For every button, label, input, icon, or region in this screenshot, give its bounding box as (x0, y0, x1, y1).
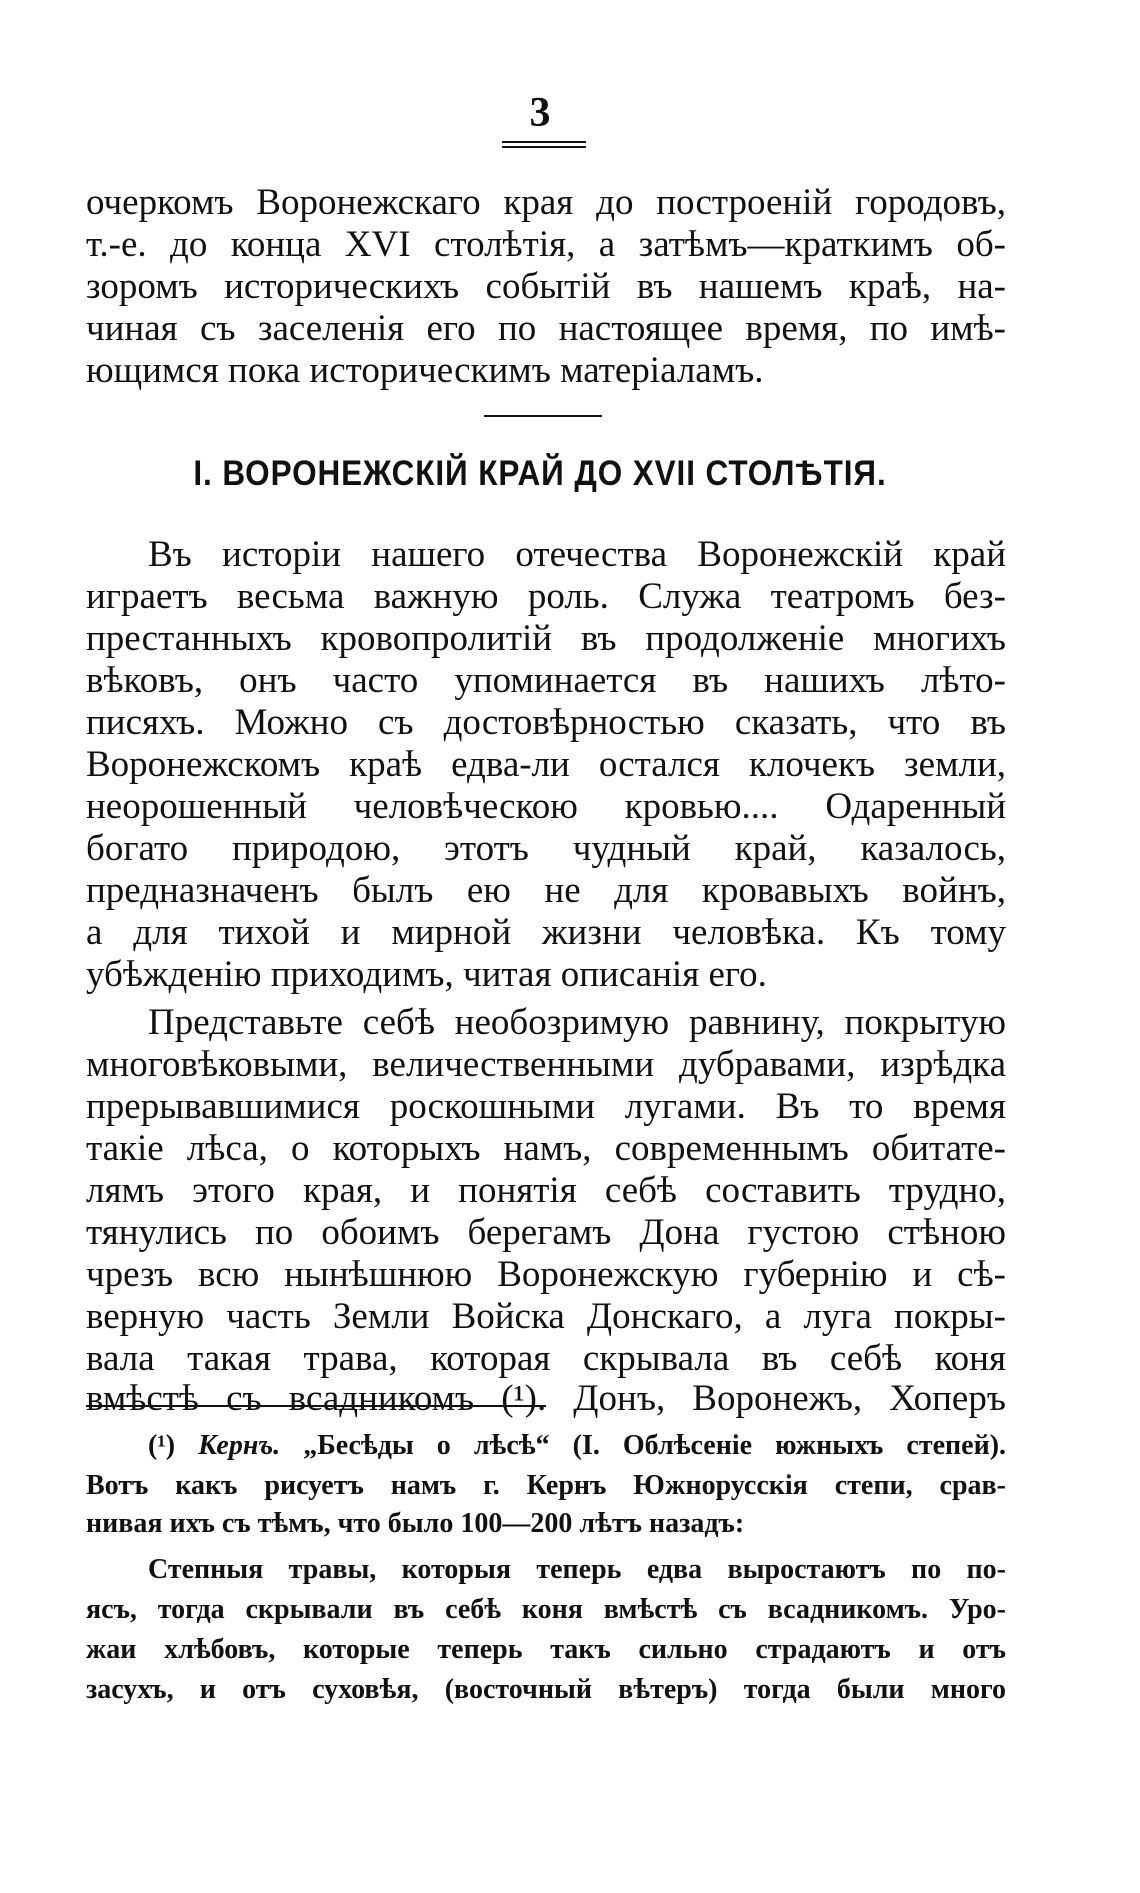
paragraph1-line-4: вѣковъ, онъ часто упоминается въ нашихъ лѣто- (86, 660, 1006, 701)
paragraph2-line-8: верную часть Земли Войска Донскаго, а луга покры- (86, 1296, 1006, 1337)
section-heading: I. ВОРОНЕЖСКІЙ КРАЙ ДО XVII СТОЛѢТІЯ. (193, 454, 887, 493)
intro-line-5: ющимся пока историческимъ матеріаламъ. (86, 350, 764, 391)
footnote-quote-line-4: засухъ, и отъ суховѣя, (восточный вѣтеръ) тогда были много (86, 1674, 1006, 1705)
paragraph2-line-1: Представьте себѣ необозримую равнину, покрытую (148, 1002, 1006, 1043)
paragraph1-line-10: а для тихой и мирной жизни человѣка. Къ тому (86, 912, 1006, 953)
intro-line-2: т.-е. до конца XVI столѣтія, а затѣмъ—краткимъ об- (86, 224, 1006, 265)
section-divider (484, 415, 602, 417)
footnote-marker: (¹) (148, 1430, 176, 1461)
footnote-quote-line-3: жаи хлѣбовъ, которые теперь такъ сильно страдаютъ и отъ (86, 1634, 1006, 1665)
paragraph2-line-7: чрезъ всю нынѣшнюю Воронежскую губернію и сѣ- (86, 1254, 1006, 1295)
paragraph2-line-4: такіе лѣса, о которыхъ намъ, современнымъ обитате- (86, 1128, 1006, 1169)
paragraph1-line-8: богато природою, этотъ чудный край, казалось, (86, 828, 1006, 869)
footnote-source: „Бесѣды о лѣсѣ“ (I. Облѣсеніе южныхъ степей). (303, 1430, 1007, 1461)
footnote-author: Кернъ. (198, 1430, 281, 1461)
intro-line-4: чиная съ заселенія его по настоящее время, по имѣ- (86, 308, 1006, 349)
footnote-line-2: Вотъ какъ рисуетъ намъ г. Кернъ Южнорусскія степи, срав- (86, 1470, 1006, 1501)
paragraph1-line-1: Въ исторіи нашего отечества Воронежскій край (148, 534, 1006, 575)
paragraph1-line-2: играетъ весьма важную роль. Служа театромъ без- (86, 576, 1006, 617)
paragraph2-line-6: тянулись по обоимъ берегамъ Дона густою стѣною (86, 1212, 1006, 1253)
paragraph2-line-3: прерывавшимися роскошными лугами. Въ то время (86, 1086, 1006, 1127)
footnote-line-1 (148, 1432, 1006, 1460)
paragraph1-line-5: писяхъ. Можно съ достовѣрностью сказать, что въ (86, 702, 1006, 743)
footnote-quote-line-2: ясъ, тогда скрывали въ себѣ коня вмѣстѣ съ всадникомъ. Уро- (86, 1594, 1006, 1625)
footnote-line-3: нивая ихъ съ тѣмъ, что было 100—200 лѣтъ назадъ: (86, 1508, 745, 1539)
footnote-quote-line-1: Степныя травы, которыя теперь едва выростаютъ по по- (148, 1554, 1006, 1585)
paragraph2-line-5: лямъ этого края, и понятія себѣ составить трудно, (86, 1170, 1006, 1211)
intro-line-3: зоромъ историческихъ событій въ нашемъ краѣ, на- (86, 266, 1006, 307)
paragraph2-line-9: вала такая трава, которая скрывала въ себѣ коня (86, 1338, 1006, 1379)
footnote-divider (86, 1405, 546, 1407)
paragraph2-line-2: многовѣковыми, величественными дубравами, изрѣдка (86, 1044, 1006, 1085)
paragraph1-line-11: убѣжденію приходимъ, читая описанія его. (86, 954, 767, 995)
paragraph1-line-3: престанныхъ кровопролитій въ продолженіе многихъ (86, 618, 1006, 659)
paragraph1-line-6: Воронежскомъ краѣ едва-ли остался клочекъ земли, (86, 744, 1006, 785)
page-number: 3 (529, 90, 551, 136)
intro-line-1: очеркомъ Воронежскаго края до построеній городовъ, (86, 182, 1006, 223)
paragraph1-line-9: предназначенъ былъ ею не для кровавыхъ войнъ, (86, 870, 1006, 911)
page-number-rule (502, 141, 586, 148)
paragraph2-line-10: вмѣстѣ съ всадникомъ (¹). Донъ, Воронежъ, Хоперъ (86, 1378, 1006, 1419)
paragraph1-line-7: неорошенный человѣческою кровью.... Одаренный (86, 786, 1006, 827)
